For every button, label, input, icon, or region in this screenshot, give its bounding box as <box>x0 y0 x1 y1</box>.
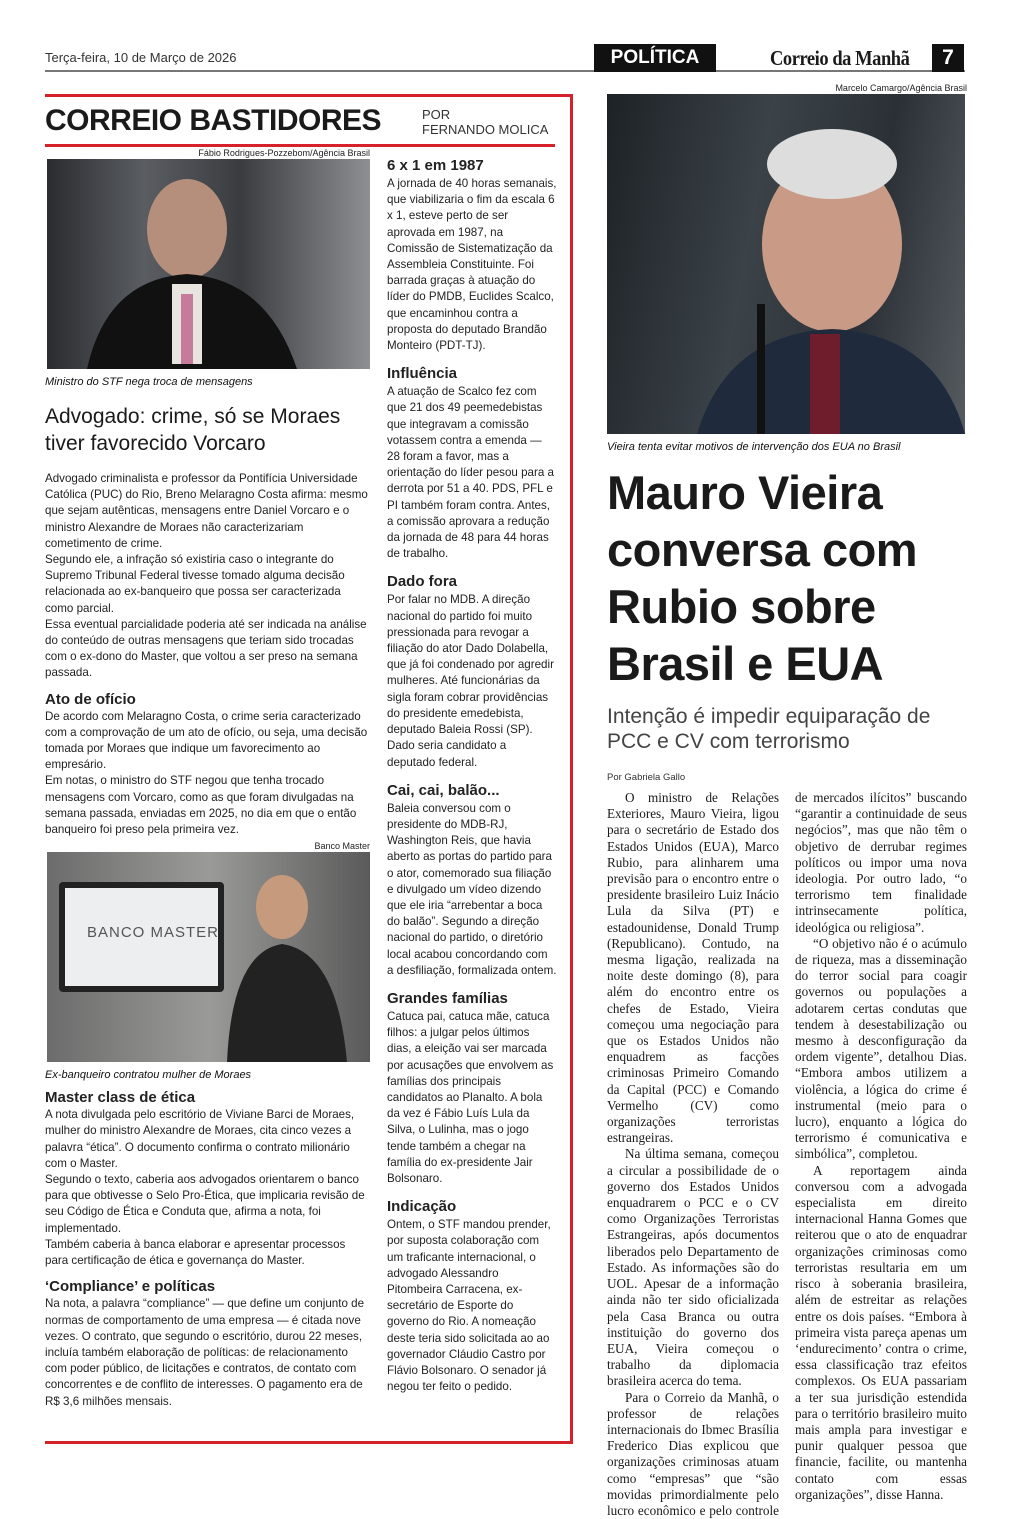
note-title: Influência <box>387 365 458 383</box>
paragraph: Segundo ele, a infração só existiria caso o integrante do Supremo Tribunal Federal tivesse tomado alguma decisão relacionada ao ex-banqueiro que possa ser caracterizada como parcial. <box>45 553 345 615</box>
note-title: Cai, cai, balão... <box>387 781 500 799</box>
note-title: 6 x 1 em 1987 <box>387 157 484 174</box>
paragraph: A reportagem ainda conversou com a advogada especialista em direito internacional Hanna Gomes que reiterou que o ato de enquadrar organizações criminosas como terroristas resultaria em um risco à soberania brasileira, além de estreitar as relações entre os dois países. “Embora à primeira vista pareça apenas um ‘endurecimento’ contra o crime, essa classificação traz efeitos complexos. Os EUA passariam a ter sua jurisdição estendida para o território brasileiro muito mais ampla para investigar e punir qualquer pessoa que financie, facilite, ou mantenha contato com essas organizações”, disse Hanna. <box>795 1162 967 1502</box>
paragraph: Essa eventual parcialidade poderia até ser indicada na análise do conteúdo de outras mensagens que teriam sido trocadas com o ex-dono do Master, que voltou a ser preso na semana passada. <box>45 617 367 680</box>
main-subtitle: Intenção é impedir equiparação de PCC e CV com terrorismo <box>607 705 931 753</box>
paragraph: Advogado criminalista e professor da Pontifícia Universidade Católica (PUC) do Rio, Breno Melaragno Costa afirma: mesmo que sejam autênticas, mensagens entre Daniel Vorcaro e o ministro Alexandre de Moraes não caracterizariam cometimento de crime. <box>45 472 368 550</box>
vorcaro-photo <box>47 852 370 1062</box>
section-label: POLÍTICA <box>594 44 716 72</box>
byline: Por Gabriela Gallo <box>607 772 686 783</box>
paragraph: A nota divulgada pelo escritório de Viviane Barci de Moraes, mulher do ministro Alexandre de Moraes, cita cinco vezes a palavra “ética”. O documento confirma o contrato milionário com o Master. <box>45 1108 355 1170</box>
paragraph: Na nota, a palavra “compliance” — que define um conjunto de normas de comportamento de uma empresa — é citada nove vezes. O contrato, que segundo o escritório, durou 22 meses, incluía também elaboração de políticas: de relacionamento com poder público, de licitações e contratos, de contato com concorrentes e de conflito de interesses. O pagamento era de R$ 3,6 milhões mensais. <box>45 1297 365 1408</box>
column-title: CORREIO BASTIDORES <box>45 104 382 137</box>
paragraph: Na última semana, começou a circular a possibilidade de o governo dos Estados Unidos enquadrarem o PCC e o CV como Organizações Terroristas Estrangeiras, após documentos liberados pelo Departamento de Estado. As informações são do UOL. Apesar de a informação ainda não ter sido oficializada pela Casa Branca ou outra instituição do governo dos EUA, Vieira começou o trabalho da diplomacia brasileira acerca do tema. <box>607 1146 779 1389</box>
column-author <box>422 107 548 137</box>
note-text: Por falar no MDB. A direção nacional do partido foi muito pressionada para revogar a filiação do ator Dado Dolabella, que já foi condenado por agredir mulheres. Até funcionárias da sigla foram cobrar providências do presidente emedebista, deputado Baleia Rossi (SP). Dado seria candidato a deputado federal. <box>387 593 554 769</box>
page-number: 7 <box>932 44 964 72</box>
note-text: A jornada de 40 horas semanais, que viabilizaria o fim da escala 6 x 1, esteve perto de ser aprovada em 1987, na Comissão de Sistematização da Assembleia Constituinte. Foi barrada graças à atuação do líder do PMDB, Euclides Scalco, que encaminhou contra a proposta do deputado Brandão Monteiro (PDT-TJ). <box>387 177 557 353</box>
newspaper-logo: Correio da Manhã <box>770 46 910 70</box>
note-title: Dado fora <box>387 573 458 591</box>
portrait-illustration <box>47 852 370 1062</box>
subheading: Ato de ofício <box>45 690 136 708</box>
article-body <box>45 1088 370 1409</box>
note-text: A atuação de Scalco fez com que 21 dos 49 peemedebistas que integravam a comissão votassem contra a emenda — 28 foram a favor, mas a orientação do líder pesou para a derrota por 51 a 40. PDS, PFL e PI também foram contra. Antes, a comissão aprovara a redução da jornada de 48 para 44 horas de trabalho. <box>387 385 554 561</box>
article-headline: Advogado: crime, só se Moraes tiver favorecido Vorcaro <box>45 405 341 455</box>
portrait-illustration <box>607 94 965 434</box>
main-headline: Mauro Vieira conversa com Rubio sobre Brasil e EUA <box>607 466 918 690</box>
note-title: Grandes famílias <box>387 989 508 1007</box>
paragraph: “O objetivo não é o acúmulo de riqueza, mas a disseminação do terror social para coagir governos ou populações a adotarem certas condutas que tendem à desestabilização ou mesmo à desconfiguração da ordem vigente”, detalhou Dias. “Embora ambos utilizem a violência, a lógica do crime é instrumental (meio para o lucro), enquanto a lógica do terrorismo é comunicativa e simbólica”, completou. <box>795 935 967 1162</box>
moraes-photo <box>47 159 370 369</box>
note-text: Ontem, o STF mandou prender, por suposta colaboração com um traficante internacional, o advogado Alessandro Pitombeira Carracena, ex-secretário de Esporte do governo do Rio. A nomeação deste teria sido solicitada ao ao governador Cláudio Castro por Flávio Bolsonaro. O senador já negou ter feito o pedido. <box>387 1218 551 1394</box>
photo-credit: Fábio Rodrigues-Pozzebom/Agência Brasil <box>198 148 370 158</box>
by-label: POR <box>422 107 451 122</box>
paragraph: Em notas, o ministro do STF negou que tenha trocado mensagens com Vorcaro, como as que foram divulgadas na semana passada, enviadas em 2025, no dia em que o então banqueiro foi preso pela primeira vez. <box>45 774 357 837</box>
photo-caption: Ex-banqueiro contratou mulher de Moraes <box>45 1069 252 1082</box>
note-title: Indicação <box>387 1198 457 1216</box>
photo-caption: Vieira tenta evitar motivos de intervenção dos EUA no Brasil <box>607 441 901 453</box>
vieira-photo <box>607 94 965 434</box>
subheading: Master class de ética <box>45 1089 196 1107</box>
photo-credit: Banco Master <box>314 841 370 852</box>
author-name: FERNANDO MOLICA <box>422 122 549 137</box>
article-body <box>607 790 967 1519</box>
issue-date: Terça-feira, 10 de Março de 2026 <box>45 50 237 65</box>
paragraph: Segundo o texto, caberia aos advogados orientarem o banco para que obtivesse o Selo Pro-Ética, que implicaria revisão de seu Código de Ética e Conduta que, afirma a nota, foi implementado. <box>45 1173 365 1235</box>
photo-caption: Ministro do STF nega troca de mensagens <box>45 376 253 388</box>
main-article <box>607 82 967 1519</box>
left-column <box>45 147 370 1410</box>
article-body <box>45 471 370 838</box>
note-text: Baleia conversou com o presidente do MDB-RJ, Washington Reis, que havia aberto as portas do partido para o ator, comemorado sua filiação e divulgado um vídeo dizendo que ele iria “arrebentar a boca do balão”. Segundo a direção nacional do partido, o diretório local acabou concordando com a desfiliação, formalizada ontem. <box>387 801 557 977</box>
paragraph: O ministro de Relações Exteriores, Mauro Vieira, ligou para o secretário de Estado dos Estados Unidos (EUA), Marco Rubio, para alinharem uma previsão para o encontro entre o presidente brasileiro Luiz Inácio Lula da Silva (PT) e estadounidense, Donald Trump (Republicano). Contudo, na mesma ligação, realizada na noite deste domingo (8), para além do encontro entre os chefes de Estado, Vieira começou uma negociação para que os Estados Unidos não enquadrem as facções criminosas Primeiro Comando da Capital (PCC) e Comando Vermelho (CV) como organizações terroristas estrangeiras. <box>607 790 779 1146</box>
paragraph: De acordo com Melaragno Costa, o crime seria caracterizado com a comprovação de um ato de ofício, ou seja, uma decisão tomada por Moraes que indique um favorecimento ao empresário. <box>45 709 368 772</box>
paragraph: Também caberia à banca elaborar e apresentar processos para certificação de ética e governança do Master. <box>45 1237 346 1268</box>
photo-credit: Marcelo Camargo/Agência Brasil <box>835 83 967 93</box>
subheading: ‘Compliance’ e políticas <box>45 1278 216 1296</box>
portrait-illustration <box>47 159 370 369</box>
notes-column <box>387 156 557 1395</box>
paragraph: Para o Correio da Manhã, o professor de relações internacionais do Ibmec Brasília Frederico Dias explicou que organizações criminosas atuam como “empresas” que “são movidas primordialmente pelo lucro econômico e pelo controle de mercados ilícitos” buscando “garantir a continuidade de seus negócios”, mas que não têm o objetivo de derrubar regimes políticos ou impor uma nova ideologia. Por outro lado, “o terrorismo tem finalidade intrinsecamente política, ideológica ou religiosa”. <box>607 790 967 1518</box>
note-text: Catuca pai, catuca mãe, catuca filhos: a julgar pelos últimos dias, a eleição vai ser marcada por acusações que envolvem as famílias dos principais candidatos ao Planalto. A bola da vez é Fábio Luís Lula da Silva, o Lulinha, mas o jogo tende também a chegar na família do ex-presidente Jair Bolsonaro. <box>387 1009 554 1185</box>
banco-master-logo: BANCO MASTER <box>87 924 220 942</box>
